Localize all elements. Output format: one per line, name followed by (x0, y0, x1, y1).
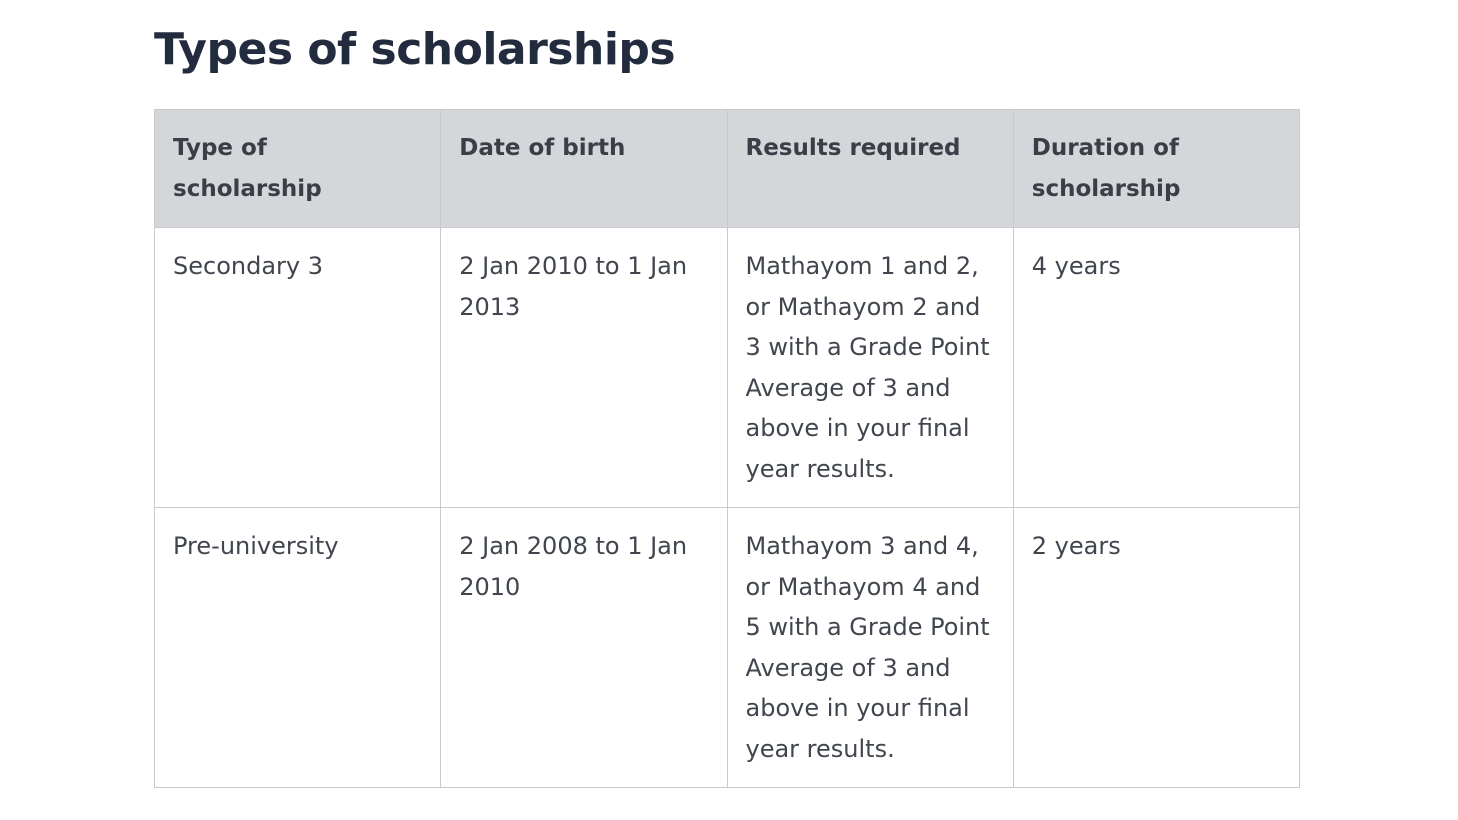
table-row (155, 508, 1300, 788)
table-header (155, 110, 1300, 228)
cell-date-of-birth: 2 Jan 2010 to 1 Jan 2013 (441, 228, 727, 508)
header-row (155, 110, 1300, 228)
cell-date-of-birth: 2 Jan 2008 to 1 Jan 2010 (441, 508, 727, 788)
header-type-of-scholarship: Type of scholarship (155, 110, 441, 228)
cell-type-of-scholarship: Pre-university (155, 508, 441, 788)
header-results-required: Results required (727, 110, 1013, 228)
cell-type-of-scholarship: Secondary 3 (155, 228, 441, 508)
cell-duration: 2 years (1013, 508, 1299, 788)
header-duration-of-scholarship: Duration of scholarship (1013, 110, 1299, 228)
scholarships-table (154, 109, 1300, 788)
cell-results-required: Mathayom 3 and 4, or Mathayom 4 and 5 with a Grade Point Average of 3 and above in your final year results. (727, 508, 1013, 788)
page-title: Types of scholarships (154, 24, 676, 75)
cell-results-required: Mathayom 1 and 2, or Mathayom 2 and 3 with a Grade Point Average of 3 and above in your final year results. (727, 228, 1013, 508)
cell-duration: 4 years (1013, 228, 1299, 508)
table-body (155, 228, 1300, 788)
header-date-of-birth: Date of birth (441, 110, 727, 228)
table-row (155, 228, 1300, 508)
